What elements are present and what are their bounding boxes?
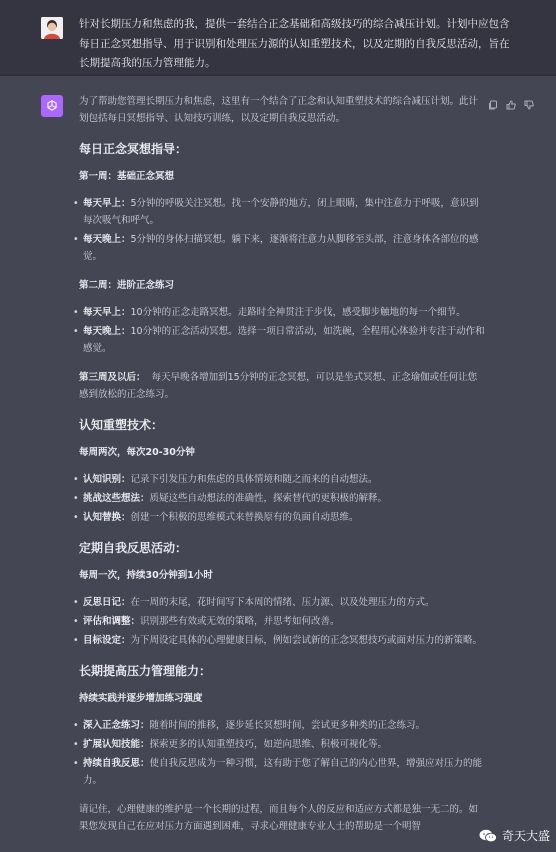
list-item: • 认知识别：记录下引发压力和焦虑的具体情境和随之而来的自动想法。 (79, 471, 485, 488)
week2-list (79, 304, 485, 357)
user-message-text: 针对长期压力和焦虑的我，提供一套结合正念基础和高级技巧的综合减压计划。计划中应包含每日正念冥想指导、用于识别和处理压力源的认知重塑技术，以及定期的自我反思活动，旨在长期提高我的压力管理能力。 (79, 18, 510, 69)
section-title-meditation: 每日正念冥想指导： (79, 142, 188, 156)
watermark-text: 奇天大盛 (501, 829, 550, 843)
wechat-icon (479, 829, 497, 843)
list-item: • 每天晚上：10分钟的正念活动冥想。选择一项日常活动，如洗碗，全程用心体验并专注于动作和感觉。 (79, 323, 485, 357)
week2-title: 第二周：进阶正念练习 (79, 280, 175, 291)
chatgpt-logo-icon (41, 95, 63, 117)
thumbs-down-icon[interactable] (524, 95, 534, 105)
message-actions (488, 95, 534, 105)
section-title-cognitive: 认知重塑技术： (79, 418, 164, 432)
list-item: • 持续自我反思：使自我反思成为一种习惯，这有助于您了解自己的内心世界，增强应对压力的能力。 (79, 755, 485, 789)
thumbs-up-icon[interactable] (506, 95, 516, 105)
list-item: • 反思日记：在一周的末尾，花时间写下本周的情绪、压力源、以及处理压力的方式。 (79, 594, 485, 611)
reflection-frequency: 每周一次，持续30分钟到1小时 (79, 570, 213, 581)
closing-paragraph: 请记住，心理健康的维护是一个长期的过程，而且每个人的反应和适应方式都是独一无二的。如果您发现自己在应对压力方面遇到困难，寻求心理健康专业人士的帮助是一个明智 (79, 804, 479, 832)
cognitive-frequency: 每周两次，每次20-30分钟 (79, 447, 195, 458)
list-item: • 评估和调整：识别那些有效或无效的策略，并思考如何改善。 (79, 613, 485, 630)
watermark (479, 827, 550, 844)
intro-paragraph: 为了帮助您管理长期压力和焦虑，这里有一个结合了正念和认知重塑技术的综合减压计划。此计划包括每日冥想指导、认知技巧训练，以及定期自我反思活动。 (79, 96, 479, 124)
week1-title: 第一周：基础正念冥想 (79, 171, 175, 182)
longterm-subtitle: 持续实践并逐步增加练习强度 (79, 693, 203, 704)
cognitive-list (79, 471, 485, 526)
list-item: • 深入正念练习：随着时间的推移，逐步延长冥想时间，尝试更多种类的正念练习。 (79, 717, 485, 734)
list-item: • 每天早上：5分钟的呼吸关注冥想。找一个安静的地方，闭上眼睛，集中注意力于呼吸，意识到每次吸气和呼气。 (79, 195, 485, 229)
section-title-longterm: 长期提高压力管理能力： (79, 664, 212, 678)
list-item: • 每天晚上：5分钟的身体扫描冥想。躺下来，逐渐将注意力从脚移至头部，注意身体各部位的感觉。 (79, 231, 485, 265)
list-item: • 每天早上：10分钟的正念走路冥想。走路时全神贯注于步伐，感受脚步触地的每一个细节。 (79, 304, 485, 321)
copy-icon[interactable] (488, 95, 498, 105)
longterm-list (79, 717, 485, 789)
list-item: • 扩展认知技能：探索更多的认知重塑技巧，如逆向思维、积极可视化等。 (79, 736, 485, 753)
week1-list (79, 195, 485, 265)
user-avatar (41, 17, 63, 39)
reflection-list (79, 594, 485, 649)
section-title-reflection: 定期自我反思活动： (79, 541, 188, 555)
user-message-block (0, 0, 556, 76)
assistant-message-block (0, 77, 556, 852)
list-item: • 目标设定：为下周设定具体的心理健康目标，例如尝试新的正念冥想技巧或面对压力的新策略。 (79, 632, 485, 649)
assistant-response (79, 93, 485, 847)
list-item: • 认知替换：创建一个积极的思维模式来替换原有的负面自动思维。 (79, 509, 485, 526)
list-item: • 挑战这些想法：质疑这些自动想法的准确性，探索替代的更积极的解释。 (79, 490, 485, 507)
week3-paragraph: 第三周及以后： 每天早晚各增加到15分钟的正念冥想，可以是坐式冥想、正念瑜伽或任何让您感到放松的正念练习。 (79, 372, 478, 400)
